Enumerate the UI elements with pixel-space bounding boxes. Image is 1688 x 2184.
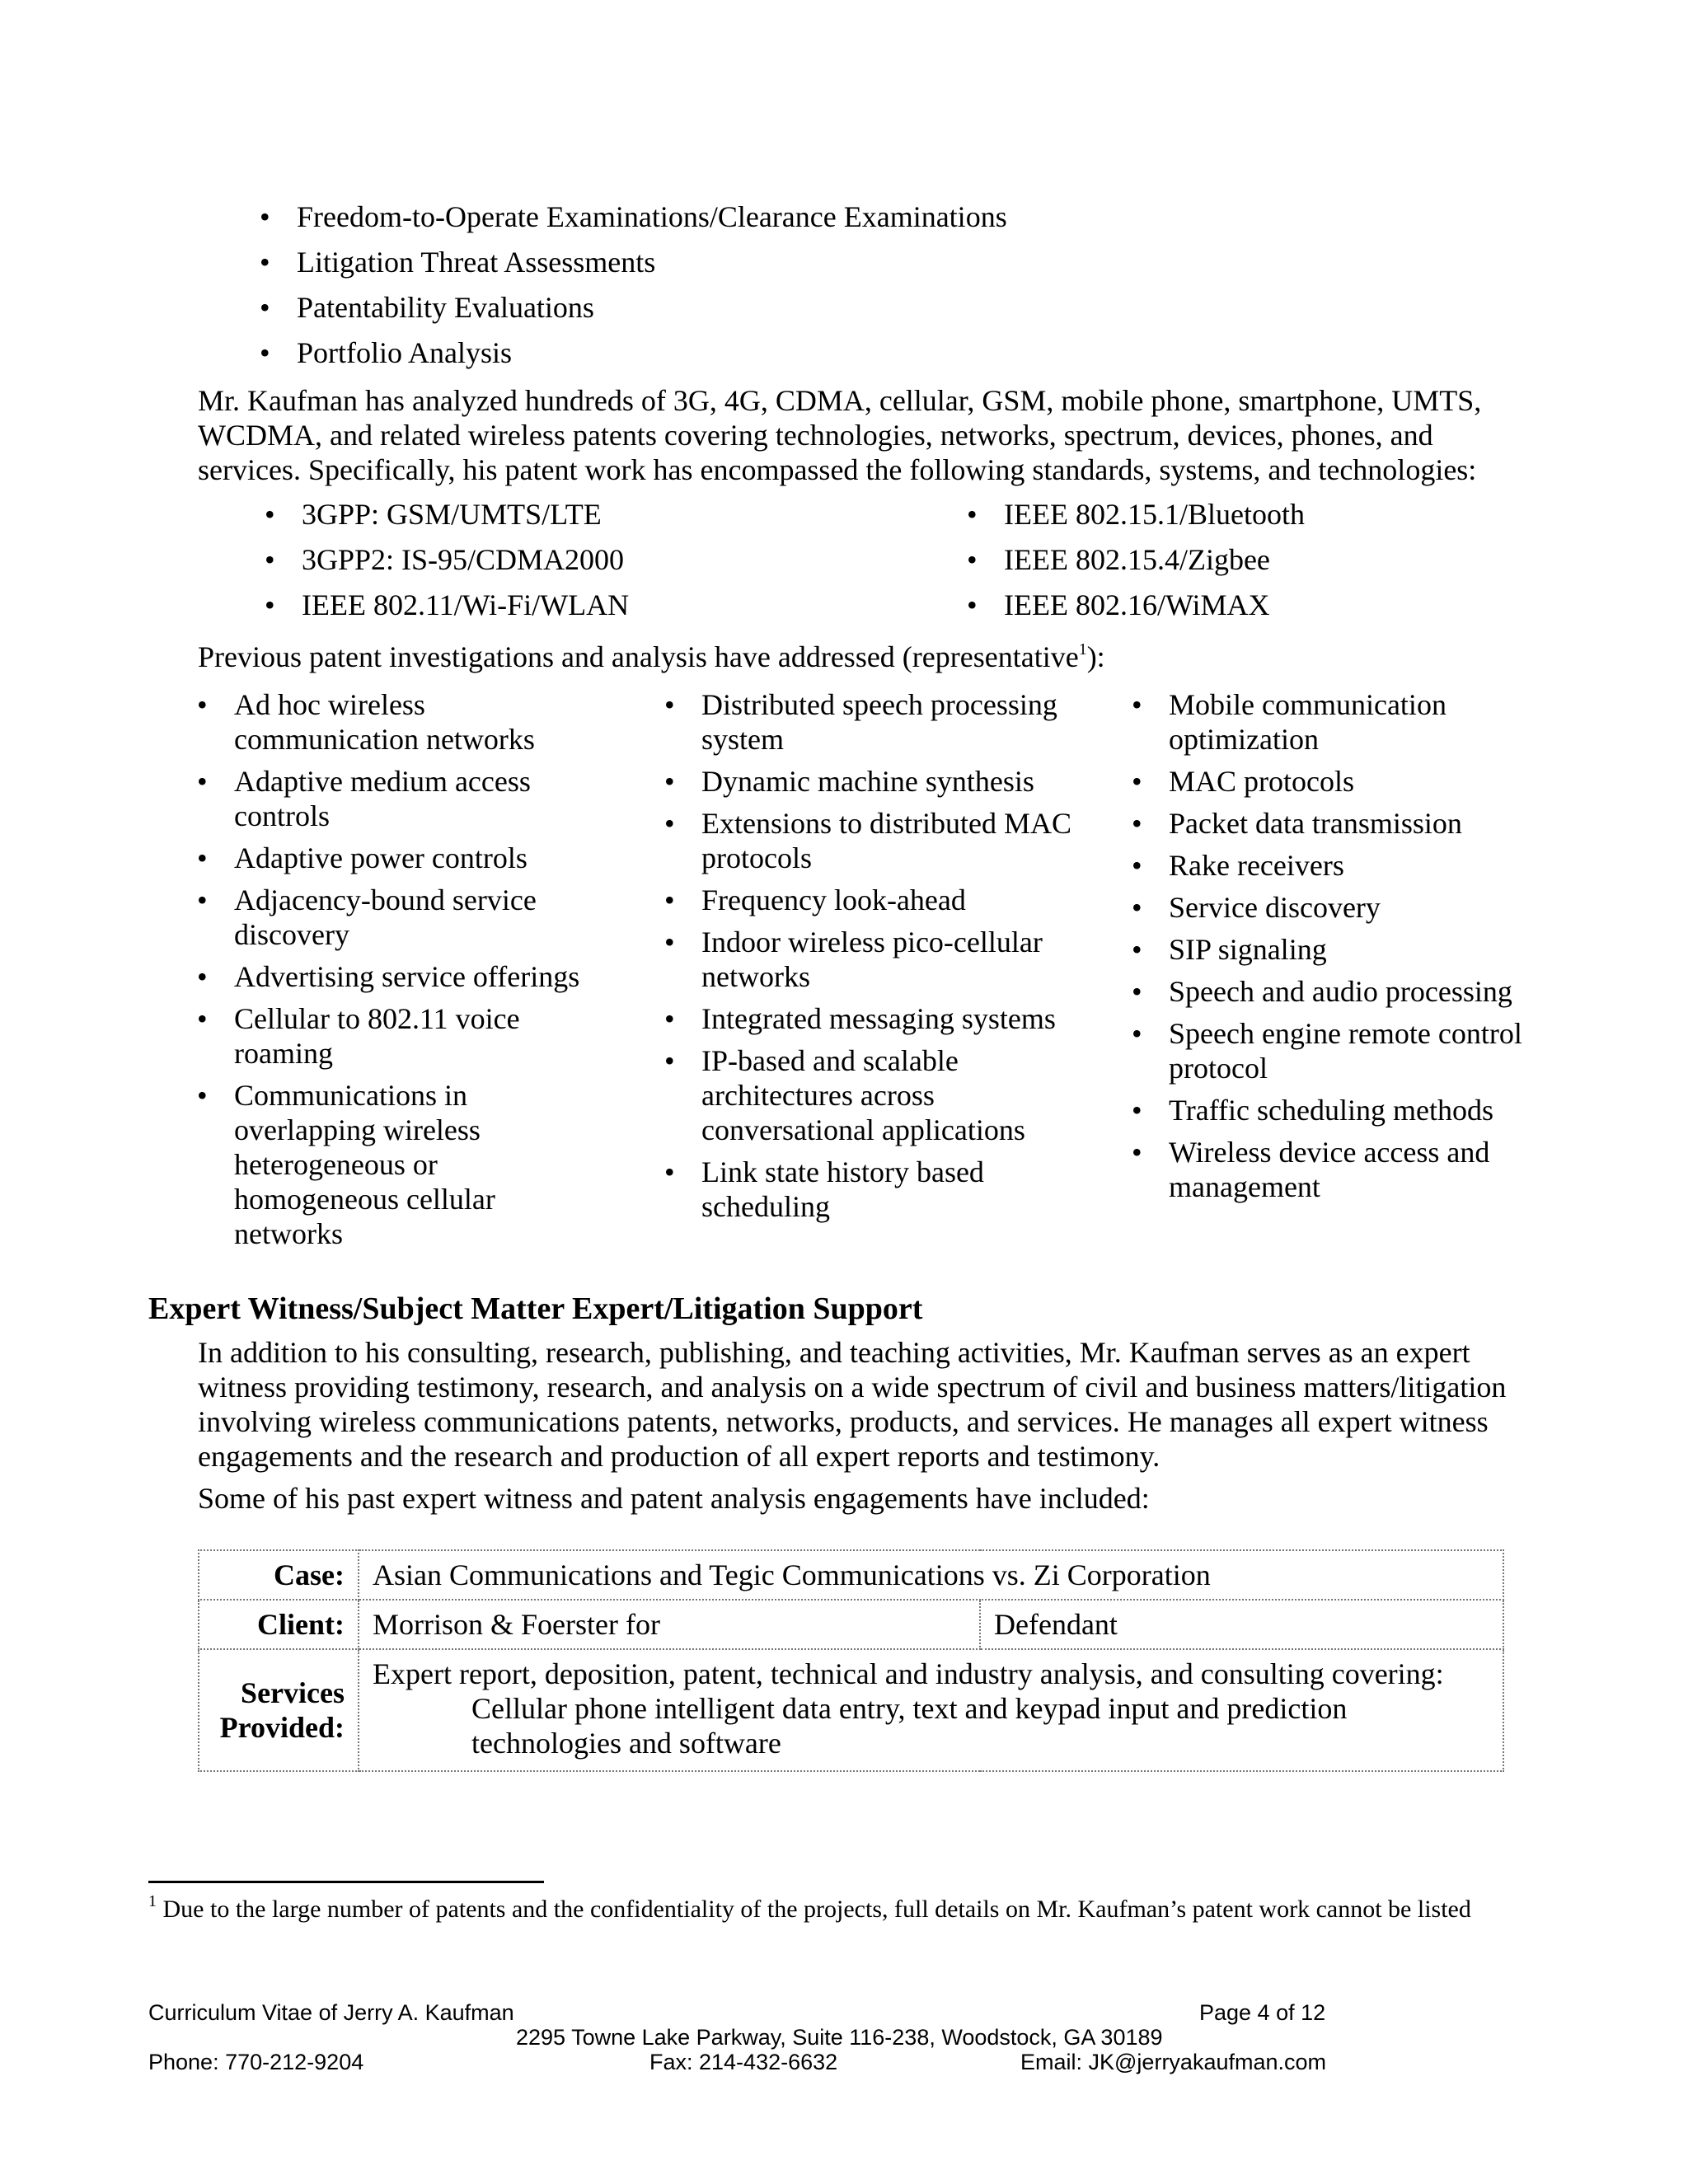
client-role: Defendant xyxy=(980,1600,1503,1649)
client-label: Client: xyxy=(199,1600,359,1649)
list-item: • Freedom-to-Operate Examinations/Clearance Examinations xyxy=(297,199,1007,234)
topic-item: • Mobile communication optimization xyxy=(1169,687,1540,757)
standard-item: • IEEE 802.16/WiMAX xyxy=(1004,588,1270,622)
topic-item: • Dynamic machine synthesis xyxy=(701,764,1097,799)
topic-item: • Frequency look-ahead xyxy=(701,883,1072,917)
case-value: Asian Communications and Tegic Communications vs. Zi Corporation xyxy=(359,1550,1503,1600)
topic-item: • Service discovery xyxy=(1169,890,1540,925)
footer-page-number: Page 4 of 12 xyxy=(1199,2000,1326,2025)
case-label: Case: xyxy=(199,1550,359,1600)
table-row xyxy=(199,1600,1503,1649)
table-row xyxy=(199,1649,1503,1771)
footer-address: 2295 Towne Lake Parkway, Suite 116-238, Woodstock, GA 30189 xyxy=(516,2025,1163,2050)
footnote-text: Due to the large number of patents and the confidentiality of the projects, full details on Mr. Kaufman’s patent work cannot be listed xyxy=(162,1896,1471,1923)
footer-phone: Phone: 770-212-9204 xyxy=(148,2050,364,2074)
footer-cv-title: Curriculum Vitae of Jerry A. Kaufman xyxy=(148,2000,514,2025)
topic-item: • Adaptive medium access controls xyxy=(234,764,605,833)
standard-item: • 3GPP2: IS-95/CDMA2000 xyxy=(302,542,624,577)
footer-fax: Fax: 214-432-6632 xyxy=(649,2050,838,2074)
list-item: • Patentability Evaluations xyxy=(297,290,594,325)
standard-item: • 3GPP: GSM/UMTS/LTE xyxy=(302,497,602,532)
services-value xyxy=(359,1649,1503,1771)
standard-item: • IEEE 802.15.1/Bluetooth xyxy=(1004,497,1305,532)
topic-item: • Link state history based scheduling xyxy=(701,1155,1072,1224)
client-value: Morrison & Foerster for xyxy=(359,1600,980,1649)
topic-item: • Integrated messaging systems xyxy=(701,1001,1097,1036)
services-intro: Expert report, deposition, patent, technical and industry analysis, and consulting covering: xyxy=(373,1657,1444,1690)
topic-item: • Ad hoc wireless communication networks xyxy=(234,687,605,757)
previous-investigations-line: Previous patent investigations and analysis have addressed (representative$^1$): xyxy=(198,640,1105,673)
topic-item: • Speech engine remote control protocol xyxy=(1169,1016,1540,1085)
topic-item: • Indoor wireless pico-cellular networks xyxy=(701,925,1072,994)
footnote xyxy=(148,1894,1533,1925)
footnote-divider xyxy=(148,1881,544,1883)
footnote-number: 1 xyxy=(148,1892,157,1910)
topic-item: • Traffic scheduling methods xyxy=(1169,1093,1540,1127)
intro-paragraph: Mr. Kaufman has analyzed hundreds of 3G, 4G, CDMA, cellular, GSM, mobile phone, smartphone, UMTS, WCDMA, and related wireless patents covering technologies, networks, spectrum, devices, phones, and services. Specifically, his patent work has encompassed the following standards, systems, and technologies: xyxy=(198,384,1482,486)
engagements-intro: Some of his past expert witness and patent analysis engagements have included: xyxy=(198,1482,1150,1515)
topic-item: • Speech and audio processing xyxy=(1169,974,1540,1009)
topic-item: • Rake receivers xyxy=(1169,848,1540,883)
topic-item: • IP-based and scalable architectures across conversational applications xyxy=(701,1043,1072,1147)
standard-item: • IEEE 802.11/Wi-Fi/WLAN xyxy=(302,588,629,622)
section-heading: Expert Witness/Subject Matter Expert/Litigation Support xyxy=(148,1291,923,1326)
topic-item: • SIP signaling xyxy=(1169,932,1540,967)
topic-item: • Adaptive power controls xyxy=(234,841,605,875)
topic-item: • Packet data transmission xyxy=(1169,806,1540,841)
topic-item: • Adjacency-bound service discovery xyxy=(234,883,605,952)
footnote-ref: 1 xyxy=(1078,640,1087,658)
table-row xyxy=(199,1550,1503,1600)
topic-item: • Cellular to 802.11 voice roaming xyxy=(234,1001,605,1071)
topic-item: • MAC protocols xyxy=(1169,764,1540,799)
services-label: Services Provided: xyxy=(199,1649,359,1771)
topic-item: • Wireless device access and management xyxy=(1169,1135,1540,1204)
services-detail: Cellular phone intelligent data entry, text and keypad input and prediction technologies and software xyxy=(471,1692,1348,1760)
footer-email: Email: JK@jerryakaufman.com xyxy=(1020,2050,1327,2074)
topic-item: • Communications in overlapping wireless heterogeneous or homogeneous cellular networks xyxy=(234,1078,564,1251)
list-item: • Litigation Threat Assessments xyxy=(297,245,655,279)
case-table xyxy=(198,1549,1504,1772)
section-paragraph: In addition to his consulting, research, publishing, and teaching activities, Mr. Kaufman serves as an expert witness providing testimony, research, and analysis on a wide spectrum of civil and business matters/litigation involving wireless communications patents, networks, products, and services. He manages all expert witness engagements and the research and production of all expert reports and testimony. xyxy=(198,1336,1507,1473)
standard-item: • IEEE 802.15.4/Zigbee xyxy=(1004,542,1270,577)
list-item: • Portfolio Analysis xyxy=(297,335,512,370)
topic-item: • Advertising service offerings xyxy=(234,959,605,994)
topic-item: • Distributed speech processing system xyxy=(701,687,1072,757)
topic-item: • Extensions to distributed MAC protocols xyxy=(701,806,1072,875)
